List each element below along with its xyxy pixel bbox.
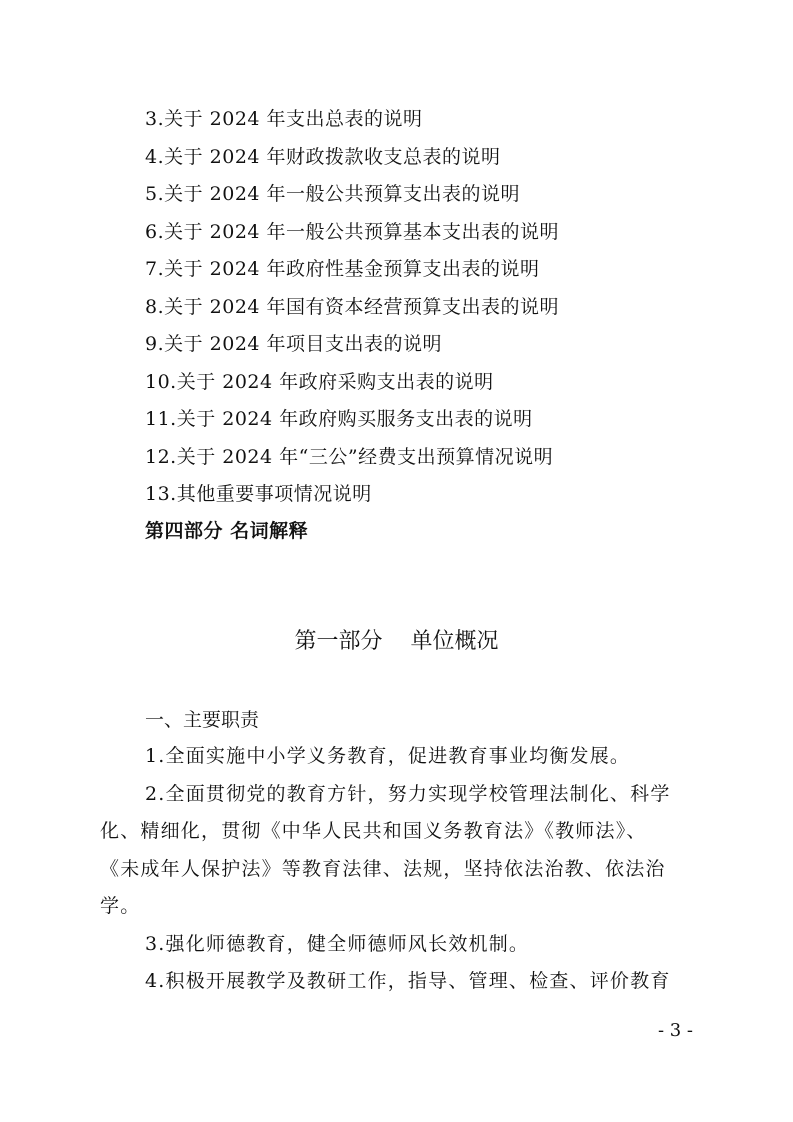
sub-heading-main-duties: 一、主要职责 [145,709,260,731]
body-line-2: 2.全面贯彻党的教育方针，努力实现学校管理法制化、科学 [145,783,671,805]
body-line-4: 《未成年人保护法》等教育法律、法规，坚持依法治教、依法治 [100,858,666,880]
body-line-5: 学。 [100,895,141,917]
page-number: - 3 - [657,1020,693,1041]
body-line-1: 1.全面实施中小学义务教育，促进教育事业均衡发展。 [145,745,631,767]
toc-item-13: 13.其他重要事项情况说明 [145,483,372,505]
toc-item-11: 11.关于 2024 年政府购买服务支出表的说明 [145,408,533,430]
section-title: 第一部分 单位概况 [294,629,499,654]
toc-item-12: 12.关于 2024 年“三公”经费支出预算情况说明 [145,446,554,468]
toc-item-6: 6.关于 2024 年一般公共预算基本支出表的说明 [145,221,560,243]
toc-item-7: 7.关于 2024 年政府性基金预算支出表的说明 [145,258,540,280]
toc-item-9: 9.关于 2024 年项目支出表的说明 [145,333,443,355]
body-line-7: 4.积极开展教学及教研工作，指导、管理、检查、评价教育 [145,970,671,992]
body-line-6: 3.强化师德教育，健全师德师风长效机制。 [145,933,530,955]
toc-item-5: 5.关于 2024 年一般公共预算支出表的说明 [145,183,521,205]
toc-part-four: 第四部分 名词解释 [145,520,309,542]
body-line-3: 化、精细化，贯彻《中华人民共和国义务教育法》《教师法》、 [100,820,647,842]
toc-item-3: 3.关于 2024 年支出总表的说明 [145,108,423,130]
toc-item-10: 10.关于 2024 年政府采购支出表的说明 [145,371,494,393]
toc-item-8: 8.关于 2024 年国有资本经营预算支出表的说明 [145,296,560,318]
toc-item-4: 4.关于 2024 年财政拨款收支总表的说明 [145,146,501,168]
